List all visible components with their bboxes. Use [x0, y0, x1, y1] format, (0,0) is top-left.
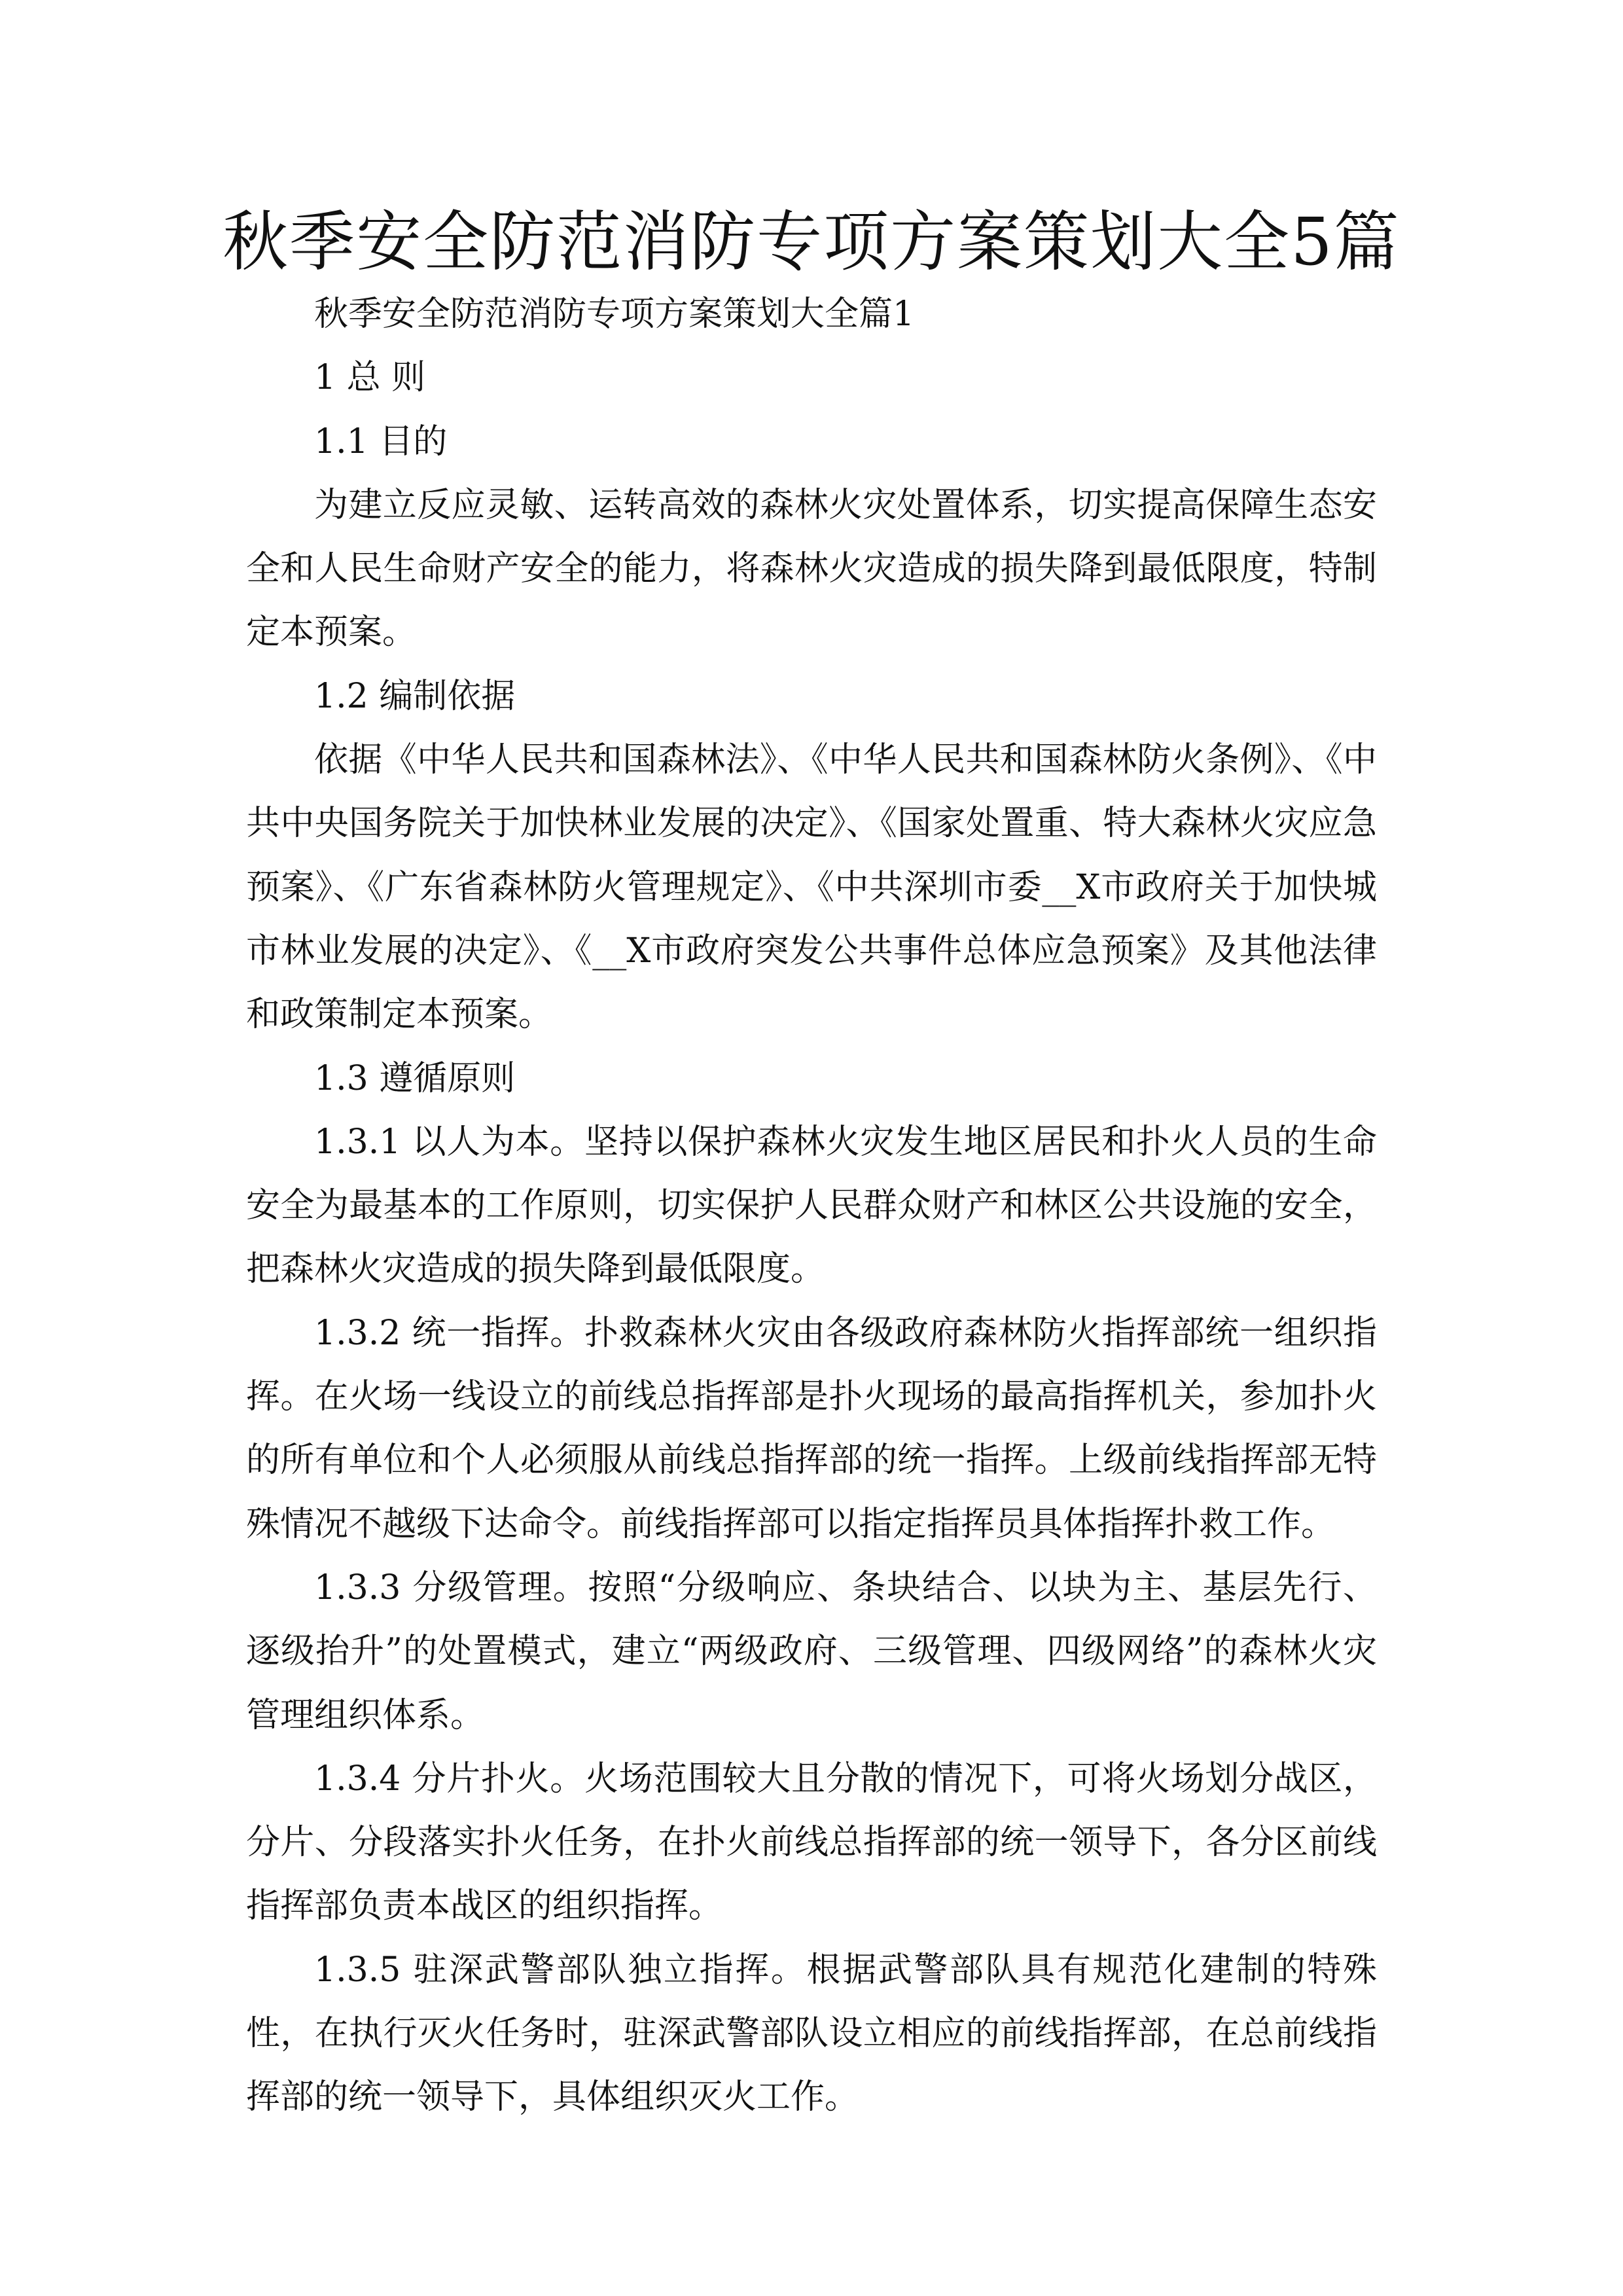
paragraph: 1.3.2 统一指挥。扑救森林火灾由各级政府森林防火指挥部统一组织指挥。在火场一线设立的前线总指挥部是扑火现场的最高指挥机关，参加扑火的所有单位和个人必须服从前线总指挥部的统一指挥。上级前线指挥部无特殊情况不越级下达命令。前线指挥部可以指定指挥员具体指挥扑救工作。 — [246, 1313, 1377, 1544]
paragraph: 1.3.5 驻深武警部队独立指挥。根据武警部队具有规范化建制的特殊性，在执行灭火任务时，驻深武警部队设立相应的前线指挥部，在总前线指挥部的统一领导下，具体组织灭火工作。 — [246, 1950, 1377, 2117]
chapter-heading: 1 总 则 — [314, 358, 426, 398]
subsection-heading: 1.3 遵循原则 — [314, 1058, 516, 1098]
document-title: 秋季安全防范消防专项方案策划大全5篇 — [223, 204, 1400, 280]
section-heading: 秋季安全防范消防专项方案策划大全篇1 — [314, 295, 915, 334]
paragraph: 为建立反应灵敏、运转高效的森林火灾处置体系，切实提高保障生态安全和人民生命财产安全的能力，将森林火灾造成的损失降到最低限度，特制定本预案。 — [246, 485, 1377, 653]
paragraph: 1.3.3 分级管理。按照“分级响应、条块结合、以块为主、基层先行、逐级抬升”的处置模式，建立“两级政府、三级管理、四级网络”的森林火灾管理组织体系。 — [246, 1568, 1377, 1735]
paragraph: 依据《中华人民共和国森林法》、《中华人民共和国森林防火条例》、《中共中央国务院关于加快林业发展的决定》、《国家处置重、特大森林火灾应急预案》、《广东省森林防火管理规定》、《中共深圳市委__X市政府关于加快城市林业发展的决定》、《__X市政府突发公共事件总体应急预案》及其他法律和政策制定本预案。 — [246, 740, 1377, 1035]
paragraph: 1.3.1 以人为本。坚持以保护森林火灾发生地区居民和扑火人员的生命安全为最基本的工作原则，切实保护人民群众财产和林区公共设施的安全，把森林火灾造成的损失降到最低限度。 — [246, 1122, 1377, 1289]
subsection-heading: 1.1 目的 — [314, 422, 448, 461]
document-body — [246, 283, 1377, 2130]
subsection-heading: 1.2 编制依据 — [314, 676, 516, 716]
paragraph: 1.3.4 分片扑火。火场范围较大且分散的情况下，可将火场划分战区，分片、分段落实扑火任务，在扑火前线总指挥部的统一领导下，各分区前线指挥部负责本战区的组织指挥。 — [246, 1759, 1377, 1926]
